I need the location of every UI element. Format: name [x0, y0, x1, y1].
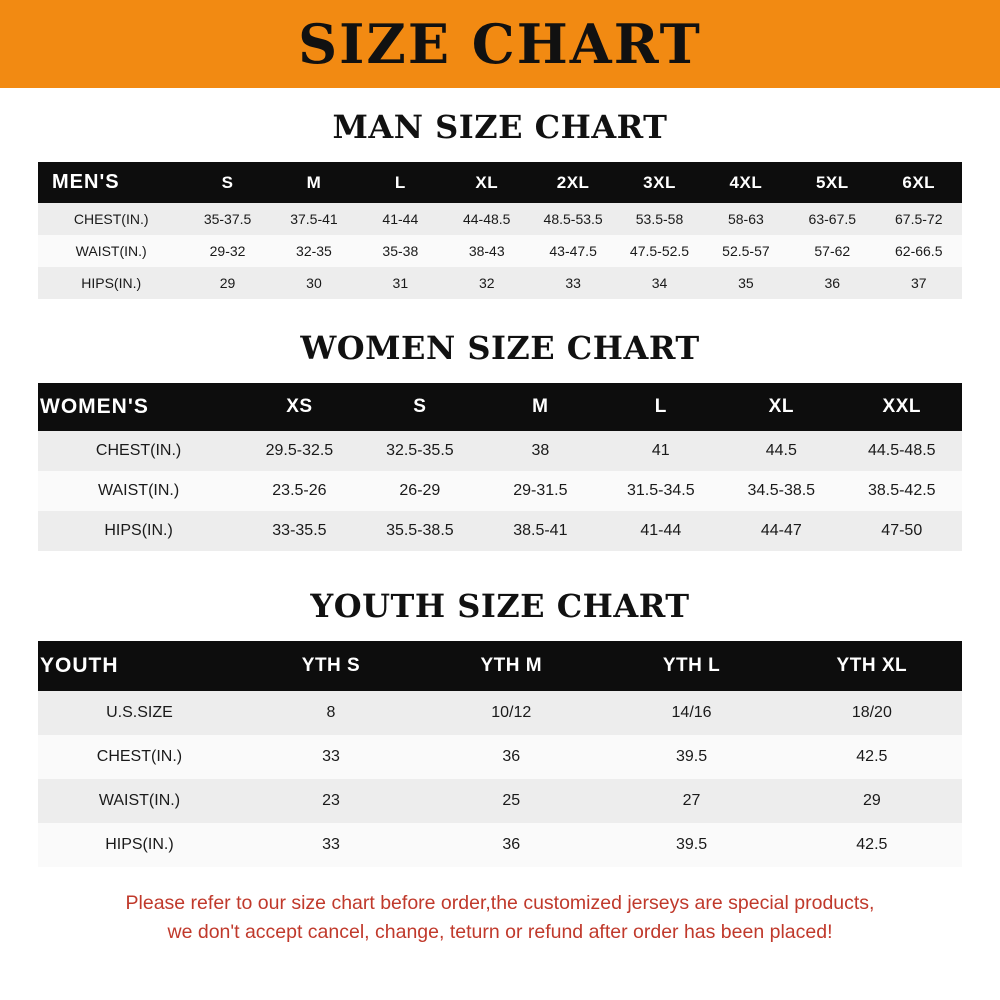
youth-cell: 39.5 [601, 823, 781, 867]
man-row-label: WAIST(IN.) [38, 235, 184, 267]
table-row [38, 267, 962, 299]
order-note-line-2: we don't accept cancel, change, teturn or refund after order has been placed! [167, 921, 833, 944]
man-cell: 47.5-52.5 [616, 235, 702, 267]
man-cell: 30 [271, 267, 357, 299]
man-cell: 31 [357, 267, 443, 299]
youth-cell: 39.5 [601, 735, 781, 779]
youth-row-label: WAIST(IN.) [38, 779, 241, 823]
youth-column-header: YTH XL [782, 641, 962, 691]
women-size-table [38, 383, 962, 551]
table-row [38, 735, 962, 779]
man-column-header: 5XL [789, 162, 875, 203]
women-table-corner-label: WOMEN'S [38, 383, 239, 431]
man-table-corner-label: MEN'S [38, 162, 184, 203]
man-size-table [38, 162, 962, 299]
man-row-label: HIPS(IN.) [38, 267, 184, 299]
women-cell: 29.5-32.5 [239, 431, 359, 471]
table-row [38, 779, 962, 823]
women-column-header: S [360, 383, 480, 431]
man-cell: 57-62 [789, 235, 875, 267]
youth-table-head [38, 641, 962, 691]
women-cell: 26-29 [360, 471, 480, 511]
man-cell: 43-47.5 [530, 235, 616, 267]
women-cell: 41-44 [601, 511, 721, 551]
women-column-header: XXL [842, 383, 962, 431]
man-cell: 53.5-58 [616, 203, 702, 235]
women-section-title: WOMEN SIZE CHART [300, 329, 700, 367]
women-cell: 38 [480, 431, 600, 471]
man-cell: 29 [184, 267, 270, 299]
women-column-header: XS [239, 383, 359, 431]
man-cell: 52.5-57 [703, 235, 789, 267]
women-column-header: M [480, 383, 600, 431]
youth-header-row [38, 641, 962, 691]
man-cell: 37.5-41 [271, 203, 357, 235]
man-section-title: MAN SIZE CHART [332, 108, 668, 146]
man-cell: 37 [875, 267, 962, 299]
youth-table-body [38, 691, 962, 867]
page-header [0, 0, 1000, 88]
man-cell: 32 [444, 267, 530, 299]
man-cell: 58-63 [703, 203, 789, 235]
man-cell: 35-38 [357, 235, 443, 267]
women-header-row [38, 383, 962, 431]
man-column-header: 6XL [875, 162, 962, 203]
man-cell: 32-35 [271, 235, 357, 267]
women-table-body [38, 431, 962, 551]
women-row-label: WAIST(IN.) [38, 471, 239, 511]
man-cell: 35-37.5 [184, 203, 270, 235]
youth-column-header: YTH L [601, 641, 781, 691]
youth-cell: 8 [241, 691, 421, 735]
man-cell: 33 [530, 267, 616, 299]
man-column-header: 4XL [703, 162, 789, 203]
women-row-label: CHEST(IN.) [38, 431, 239, 471]
youth-section-title: YOUTH SIZE CHART [310, 587, 690, 625]
women-cell: 32.5-35.5 [360, 431, 480, 471]
man-cell: 48.5-53.5 [530, 203, 616, 235]
table-row [38, 235, 962, 267]
youth-cell: 29 [782, 779, 962, 823]
women-cell: 35.5-38.5 [360, 511, 480, 551]
youth-cell: 27 [601, 779, 781, 823]
women-cell: 44-47 [721, 511, 841, 551]
women-row-label: HIPS(IN.) [38, 511, 239, 551]
youth-size-table [38, 641, 962, 867]
table-row [38, 431, 962, 471]
women-cell: 47-50 [842, 511, 962, 551]
youth-row-label: U.S.SIZE [38, 691, 241, 735]
youth-column-header: YTH S [241, 641, 421, 691]
women-cell: 44.5 [721, 431, 841, 471]
man-table-head [38, 162, 962, 203]
women-cell: 23.5-26 [239, 471, 359, 511]
youth-table-corner-label: YOUTH [38, 641, 241, 691]
youth-cell: 14/16 [601, 691, 781, 735]
women-cell: 34.5-38.5 [721, 471, 841, 511]
youth-cell: 36 [421, 735, 601, 779]
youth-table-wrap [0, 641, 1000, 867]
women-cell: 41 [601, 431, 721, 471]
man-column-header: XL [444, 162, 530, 203]
man-cell: 35 [703, 267, 789, 299]
women-table-wrap [0, 383, 1000, 551]
youth-cell: 42.5 [782, 735, 962, 779]
youth-cell: 36 [421, 823, 601, 867]
women-cell: 38.5-41 [480, 511, 600, 551]
women-cell: 44.5-48.5 [842, 431, 962, 471]
man-cell: 63-67.5 [789, 203, 875, 235]
youth-row-label: CHEST(IN.) [38, 735, 241, 779]
man-table-body [38, 203, 962, 299]
women-cell: 29-31.5 [480, 471, 600, 511]
youth-cell: 10/12 [421, 691, 601, 735]
man-cell: 62-66.5 [875, 235, 962, 267]
women-column-header: L [601, 383, 721, 431]
women-table-head [38, 383, 962, 431]
man-cell: 29-32 [184, 235, 270, 267]
youth-cell: 18/20 [782, 691, 962, 735]
order-note-line-1: Please refer to our size chart before order,the customized jerseys are special products, [125, 892, 875, 914]
man-cell: 44-48.5 [444, 203, 530, 235]
man-cell: 41-44 [357, 203, 443, 235]
table-row [38, 823, 962, 867]
youth-cell: 33 [241, 823, 421, 867]
women-cell: 33-35.5 [239, 511, 359, 551]
order-note [0, 889, 1000, 948]
youth-row-label: HIPS(IN.) [38, 823, 241, 867]
man-cell: 36 [789, 267, 875, 299]
table-row [38, 511, 962, 551]
man-cell: 67.5-72 [875, 203, 962, 235]
youth-cell: 23 [241, 779, 421, 823]
women-column-header: XL [721, 383, 841, 431]
man-column-header: L [357, 162, 443, 203]
man-row-label: CHEST(IN.) [38, 203, 184, 235]
man-cell: 38-43 [444, 235, 530, 267]
table-row [38, 471, 962, 511]
page-title: SIZE CHART [298, 12, 702, 76]
women-cell: 38.5-42.5 [842, 471, 962, 511]
youth-cell: 33 [241, 735, 421, 779]
table-row [38, 203, 962, 235]
table-row [38, 691, 962, 735]
man-column-header: 2XL [530, 162, 616, 203]
women-cell: 31.5-34.5 [601, 471, 721, 511]
man-header-row [38, 162, 962, 203]
man-cell: 34 [616, 267, 702, 299]
man-table-wrap [0, 162, 1000, 299]
man-column-header: M [271, 162, 357, 203]
man-column-header: 3XL [616, 162, 702, 203]
youth-cell: 42.5 [782, 823, 962, 867]
youth-cell: 25 [421, 779, 601, 823]
man-column-header: S [184, 162, 270, 203]
youth-column-header: YTH M [421, 641, 601, 691]
